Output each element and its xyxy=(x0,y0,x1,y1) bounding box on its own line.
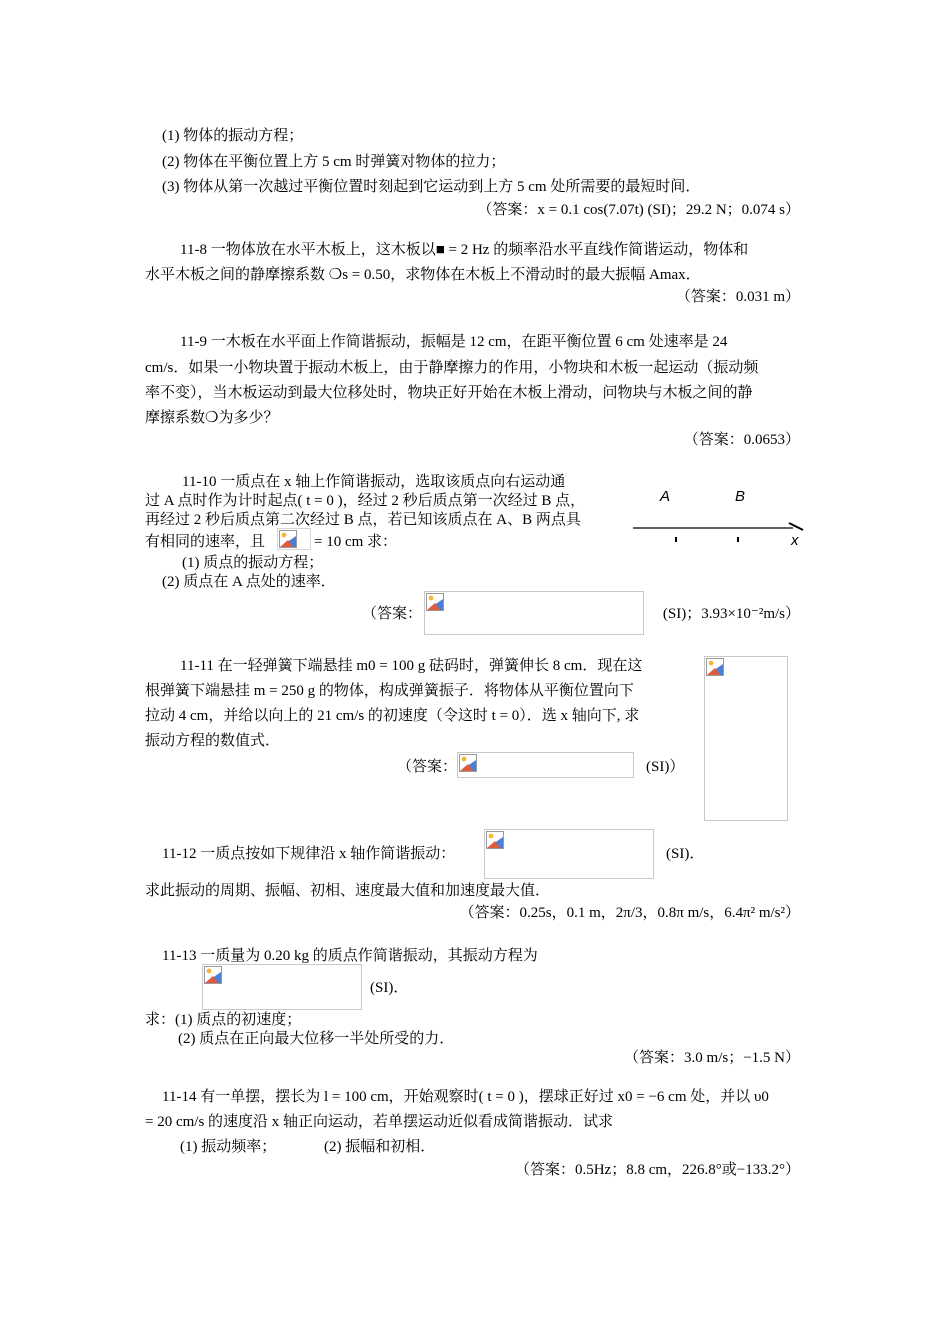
p12-line-1a: 11-12 一质点按如下规律沿 x 轴作简谐振动： xyxy=(162,846,456,862)
p10-inline-formula-image xyxy=(277,528,311,550)
p12-equation-image xyxy=(484,829,654,879)
broken-image-icon xyxy=(279,530,297,548)
p11-answer-suffix: (SI)） xyxy=(646,759,685,775)
broken-image-icon xyxy=(706,658,724,676)
x-axis-label: x xyxy=(791,532,799,549)
p11-spring-figure-image xyxy=(704,656,788,821)
p9-line-4: 摩擦系数❍为多少？ xyxy=(145,410,279,426)
p11-answer-formula-image xyxy=(457,752,634,778)
p13-equation-image xyxy=(202,964,362,1010)
broken-image-icon xyxy=(459,754,477,772)
p7-answer: （答案：x = 0.1 cos(7.07t) (SI)；29.2 N；0.074 s） xyxy=(477,202,800,218)
p11-line-2: 根弹簧下端悬挂 m = 250 g 的物体，构成弹簧振子．将物体从平衡位置向下 xyxy=(145,683,634,699)
p12-line-1b: (SI)． xyxy=(666,846,705,862)
p10-line-2: 过 A 点时作为计时起点( t = 0 )，经过 2 秒后质点第一次经过 B 点， xyxy=(145,493,586,509)
p8-line-1: 11-8 一物体放在水平木板上，这木板以■ = 2 Hz 的频率沿水平直线作简谐运动，物体和 xyxy=(180,242,749,258)
p10-line-3: 再经过 2 秒后质点第二次经过 B 点，若已知该质点在 A、B 两点具 xyxy=(145,512,581,528)
p8-answer: （答案：0.031 m） xyxy=(675,289,800,305)
p7-question-2: (2) 物体在平衡位置上方 5 cm 时弹簧对物体的拉力； xyxy=(162,154,506,170)
p10-answer-suffix: (SI)；3.93×10⁻²m/s） xyxy=(662,606,800,622)
p7-question-3: (3) 物体从第一次越过平衡位置时刻起到它运动到上方 5 cm 处所需要的最短时间． xyxy=(162,179,701,195)
p10-question-2: (2) 质点在 A 点处的速率． xyxy=(162,574,336,590)
p11-answer-prefix: （答案： xyxy=(397,759,458,775)
p13-question-2: (2) 质点在正向最大位移一半处所受的力． xyxy=(178,1031,455,1047)
broken-image-icon xyxy=(204,966,222,984)
p8-line-2: 水平木板之间的静摩擦系数 ❍s = 0.50，求物体在木板上不滑动时的最大振幅 Amax． xyxy=(145,267,701,283)
p10-question-1: (1) 质点的振动方程； xyxy=(182,555,324,571)
broken-image-icon xyxy=(426,593,444,611)
p13-line-1: 11-13 一质量为 0.20 kg 的质点作简谐振动，其振动方程为 xyxy=(162,948,538,964)
p10-answer-prefix: （答案： xyxy=(362,606,423,622)
p14-question-1: (1) 振动频率； xyxy=(180,1139,277,1155)
p10-answer-formula-image xyxy=(424,591,644,635)
p7-question-1: (1) 物体的振动方程； xyxy=(162,128,304,144)
p9-line-3: 率不变），当木板运动到最大位移处时，物块正好开始在木板上滑动，问物块与木板之间的静 xyxy=(145,385,753,401)
broken-image-icon xyxy=(486,831,504,849)
p14-line-2: = 20 cm/s 的速度沿 x 轴正向运动，若单摆运动近似看成简谐振动．试求 xyxy=(145,1114,614,1130)
x-axis-line xyxy=(625,480,815,550)
p13-question-1: 求：(1) 质点的初速度； xyxy=(145,1012,302,1028)
point-a-label: A xyxy=(660,488,671,505)
p14-line-1: 11-14 有一单摆，摆长为 l = 100 cm，开始观察时( t = 0 )，摆球正好过 x0 = −6 cm 处，并以 υ0 xyxy=(162,1089,769,1105)
p14-question-2: (2) 振幅和初相． xyxy=(324,1139,436,1155)
p11-line-3: 拉动 4 cm，并给以向上的 21 cm/s 的初速度（令这时 t = 0）．选 x 轴向下, 求 xyxy=(145,708,640,724)
p9-line-1: 11-9 一木板在水平面上作简谐振动，振幅是 12 cm，在距平衡位置 6 cm 处速率是 24 xyxy=(180,334,728,350)
p13-answer: （答案：3.0 m/s；−1.5 N） xyxy=(624,1050,800,1066)
p12-line-2: 求此振动的周期、振幅、初相、速度最大值和加速度最大值． xyxy=(145,883,551,899)
p11-line-1: 11-11 在一轻弹簧下端悬挂 m0 = 100 g 砝码时，弹簧伸长 8 cm．现在这 xyxy=(180,658,643,674)
point-b-label: B xyxy=(735,488,746,505)
p9-line-2: cm/s．如果一小物块置于振动木板上，由于静摩擦力的作用，小物块和木板一起运动（振动频 xyxy=(145,360,759,376)
p14-answer: （答案：0.5Hz；8.8 cm，226.8°或−133.2°） xyxy=(514,1162,800,1178)
p10-line-4b: = 10 cm 求： xyxy=(314,534,398,550)
p12-answer: （答案：0.25s，0.1 m，2π/3，0.8π m/s，6.4π² m/s²） xyxy=(459,905,800,921)
p10-line-1: 11-10 一质点在 x 轴上作简谐振动，选取该质点向右运动通 xyxy=(182,474,566,490)
p10-axis-diagram xyxy=(625,480,815,550)
p11-line-4: 振动方程的数值式． xyxy=(145,733,281,749)
p13-line-2: (SI)． xyxy=(370,980,409,996)
p9-answer: （答案：0.0653） xyxy=(683,432,800,448)
p10-line-4a: 有相同的速率，且 xyxy=(145,534,266,550)
